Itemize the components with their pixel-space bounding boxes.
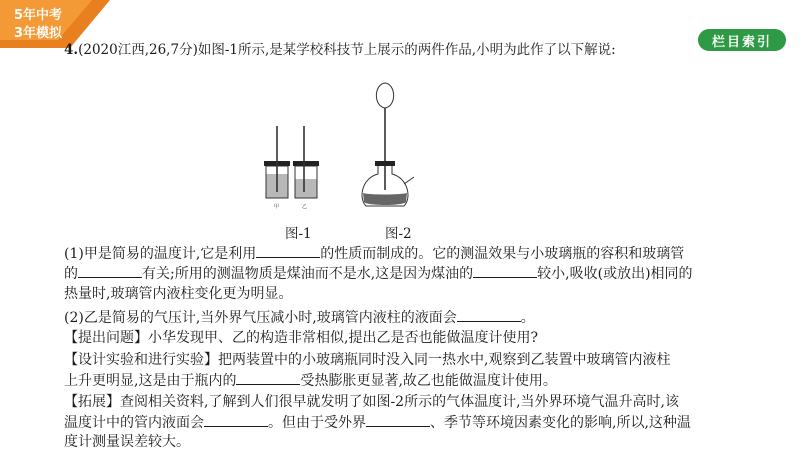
question-intro: 如图-1所示,是某学校科技节上展示的两件作品,小明为此作了以下解说: xyxy=(197,42,616,58)
figure-2-caption: 图-2 xyxy=(385,226,412,242)
experiment-line2: 上升更明显,这是由于瓶内的 受热膨胀更显著,故乙也能做温度计使用。 xyxy=(64,369,557,390)
answer-blank-7[interactable] xyxy=(366,411,430,427)
part1-line1: (1)甲是简易的温度计,它是利用 的性质而制成的。它的测温效果与小玻璃瓶的容积和玻璃管 xyxy=(64,242,684,263)
question-source: (2020江西,26,7分) xyxy=(78,42,198,58)
barometer-jar xyxy=(293,126,319,210)
part1-line3: 热量时,玻璃管内液柱变化更为明显。 xyxy=(64,286,293,302)
figure-1-caption: 图-1 xyxy=(285,226,312,242)
experiment-line1: 【设计实验和进行实验】把两装置中的小玻璃瓶同时没入同一热水中,观察到乙装置中玻璃管内液柱 xyxy=(64,352,671,368)
extension-line2: 温度计中的管内液面会 。但由于受外界 、季节等环境因素变化的影响,所以,这种温 xyxy=(64,411,691,432)
label-yi: 乙 xyxy=(302,204,308,210)
brand-top-text: 5年中考 xyxy=(14,8,63,23)
part1-line2: 的 有关;所用的测温物质是煤油而不是水,这是因为煤油的 较小,吸收(或放出)相同的 xyxy=(64,262,693,283)
answer-blank-3[interactable] xyxy=(473,262,537,278)
thermometer-jar xyxy=(264,126,290,210)
part2-line: (2)乙是简易的气压计,当外界气压减小时,玻璃管内液柱的液面会 。 xyxy=(64,306,535,327)
figure-apparatus xyxy=(262,78,432,213)
answer-blank-2[interactable] xyxy=(78,262,142,278)
question-number: 4. xyxy=(64,42,79,58)
answer-blank-6[interactable] xyxy=(204,411,268,427)
extension-line1: 【拓展】查阅相关资料,了解到人们很早就发明了如图-2所示的气体温度计,当外界环境气温升高时,该 xyxy=(64,394,679,410)
extension-line3: 度计测量误差较大。 xyxy=(64,434,190,450)
label-jia: 甲 xyxy=(274,204,280,210)
question-header xyxy=(64,38,616,58)
answer-blank-4[interactable] xyxy=(457,306,521,322)
brand-bottom-text: 3年模拟 xyxy=(14,26,63,41)
answer-blank-1[interactable] xyxy=(256,242,320,258)
raise-question-line: 【提出问题】小华发现甲、乙的构造非常相似,提出乙是否也能做温度计使用? xyxy=(64,330,538,346)
column-index-button[interactable]: 栏目索引 xyxy=(698,29,786,51)
answer-blank-5[interactable] xyxy=(236,369,300,385)
gas-thermometer xyxy=(362,83,414,206)
